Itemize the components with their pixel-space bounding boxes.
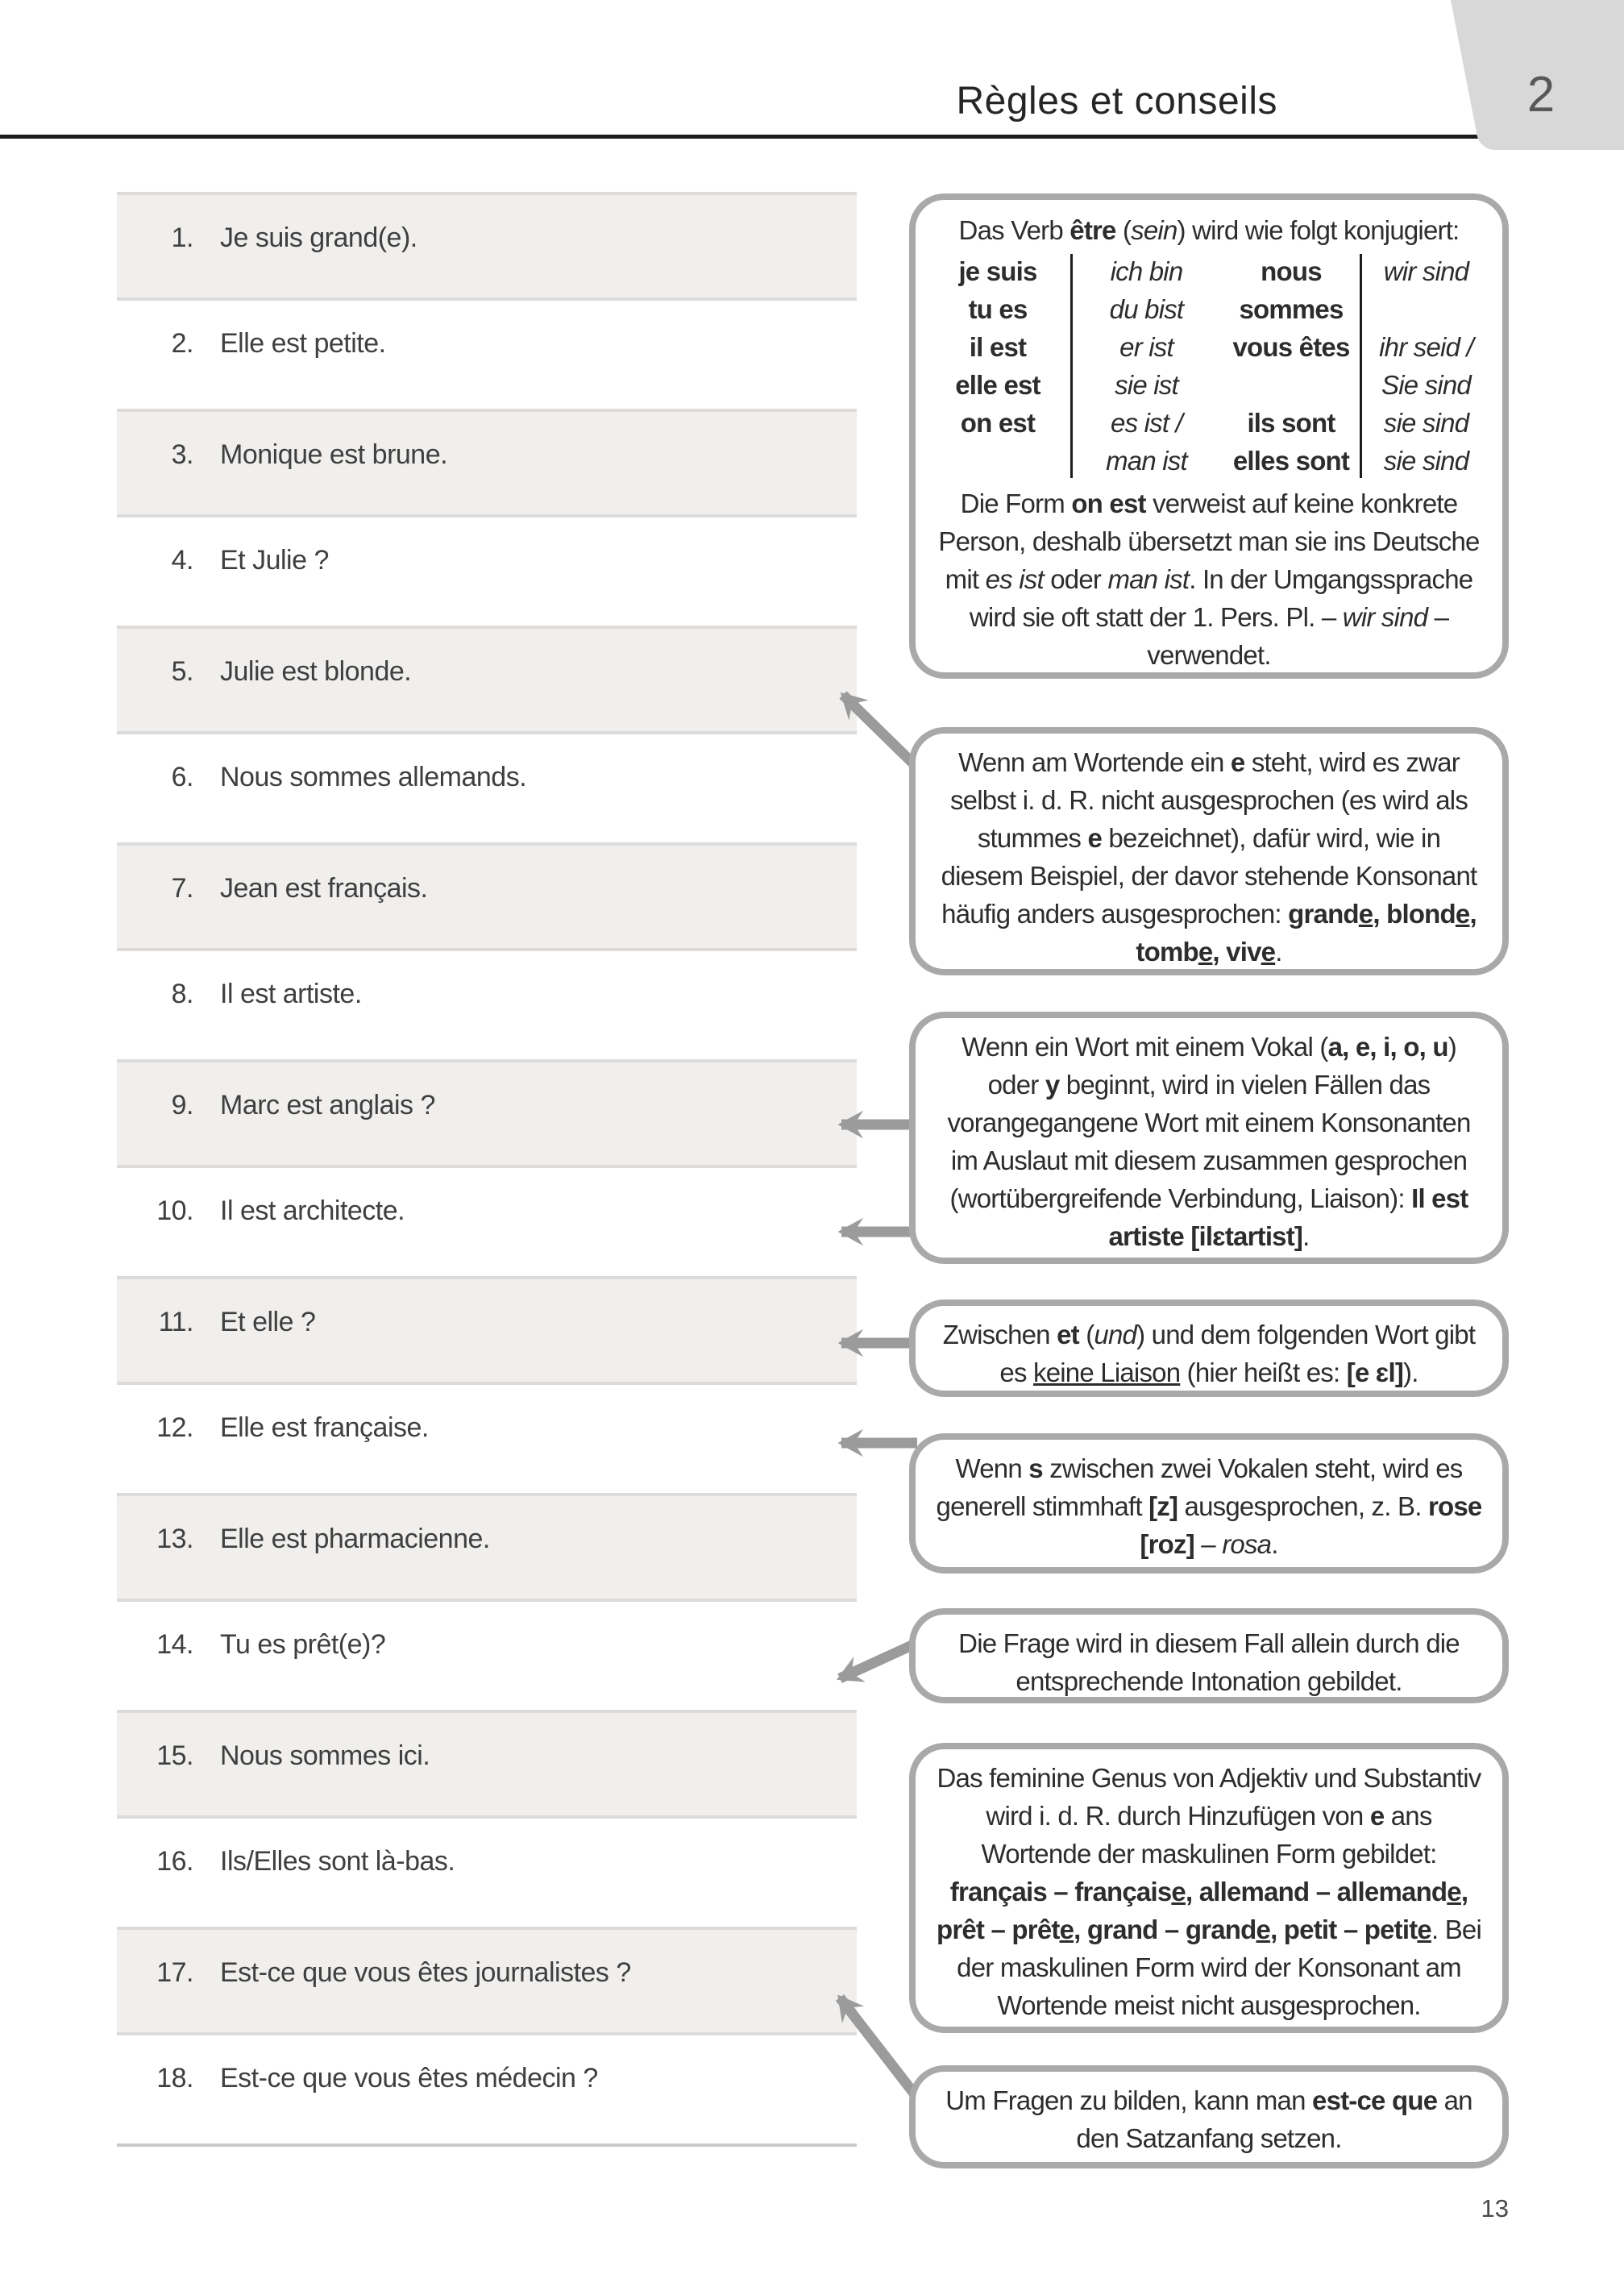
conjugation-cell-de: sie ist	[1115, 370, 1178, 400]
conjugation-cell-fr: sommes	[1239, 294, 1344, 324]
list-item-text: Monique est brune.	[220, 439, 448, 470]
conjugation-row	[925, 290, 1493, 328]
list-item-number: 3.	[171, 439, 193, 470]
conjugation-cell-de: ich bin	[1110, 256, 1183, 286]
callout-box-mute-e: Wenn am Wortende ein e steht, wird es zwar selbst i. d. R. nicht ausgesprochen (es wird als stummes e bezeichnet), dafür wird, wie in diesem Beispiel, der davor stehende Konsonant häufig anders ausgesprochen: grande, blonde, tombe, vive.	[909, 727, 1509, 975]
callout-box-intonation: Die Frage wird in diesem Fall allein durch die entsprechende Intonation gebildet.	[909, 1608, 1509, 1703]
list-item-number: 16.	[156, 1845, 193, 1877]
list-item-number: 8.	[171, 978, 193, 1009]
list-item	[117, 2035, 857, 2144]
list-item-text: Tu es prêt(e)?	[220, 1628, 386, 1660]
list-item-number: 12.	[156, 1412, 193, 1443]
list-item-text: Jean est français.	[220, 873, 428, 904]
exercise-list	[117, 192, 857, 2147]
list-item	[117, 518, 857, 626]
list-item-text: Il est architecte.	[220, 1195, 405, 1226]
list-item-number: 6.	[171, 761, 193, 792]
conjugation-cell-fr: je suis	[958, 256, 1037, 286]
list-item-text: Marc est anglais ?	[220, 1090, 435, 1121]
conjugation-cell-de	[1360, 290, 1493, 328]
list-item	[117, 301, 857, 410]
list-item-text: Et Julie ?	[220, 544, 329, 576]
conjugation-cell-fr: nous	[1261, 256, 1322, 286]
list-item	[117, 1819, 857, 1927]
conjugation-cell-fr	[1223, 366, 1360, 404]
list-item-text: Il est artiste.	[220, 978, 362, 1009]
list-item-number: 5.	[171, 656, 193, 687]
list-item	[117, 1059, 857, 1168]
list-item	[117, 734, 857, 843]
list-item-number: 9.	[171, 1090, 193, 1121]
callout-box-est-ce-que: Um Fragen zu bilden, kann man est-ce que an den Satzanfang setzen.	[909, 2065, 1509, 2168]
conjugation-table	[925, 252, 1493, 480]
list-item	[117, 626, 857, 734]
list-item-text: Elle est française.	[220, 1412, 429, 1443]
list-item-text: Elle est pharmacienne.	[220, 1524, 490, 1554]
list-item-text: Est-ce que vous êtes médecin ?	[220, 2062, 598, 2094]
conjugation-cell-fr: on est	[960, 408, 1036, 438]
list-item-number: 1.	[171, 222, 193, 253]
conjugation-cell-fr	[925, 442, 1070, 480]
conjugation-cell-de: sie sind	[1383, 446, 1469, 476]
conjugation-row	[925, 252, 1493, 290]
conjugation-cell-fr: elles sont	[1232, 446, 1350, 476]
list-item-number: 11.	[158, 1307, 193, 1337]
list-item-text: Nous sommes allemands.	[220, 761, 527, 792]
list-item	[117, 1602, 857, 1711]
list-item	[117, 409, 857, 518]
table-divider	[1070, 254, 1073, 478]
callout-box-conjugation	[909, 193, 1509, 679]
list-item	[117, 951, 857, 1060]
conjugation-cell-de: wir sind	[1383, 256, 1469, 286]
list-item-number: 18.	[156, 2062, 193, 2094]
conjugation-intro: Das Verb être (sein) wird wie folgt konjugiert:	[958, 215, 1460, 245]
list-item	[117, 1927, 857, 2035]
conjugation-cell-de: du bist	[1109, 294, 1184, 324]
conjugation-cell-fr: ils sont	[1247, 408, 1335, 438]
conjugation-row	[925, 366, 1493, 404]
list-item-text: Est-ce que vous êtes journalistes ?	[220, 1957, 631, 1988]
conjugation-cell-de: es ist /	[1111, 408, 1182, 438]
callout-box-voiced-s: Wenn s zwischen zwei Vokalen steht, wird es generell stimmhaft [z] ausgesprochen, z. B. rose [roz] – rosa.	[909, 1433, 1509, 1574]
list-item-text: Ils/Elles sont là-bas.	[220, 1845, 455, 1877]
header-rule	[0, 135, 1480, 139]
chapter-number: 2	[1526, 67, 1555, 123]
conjugation-cell-de: ihr seid /	[1379, 332, 1473, 362]
list-item-text: Julie est blonde.	[220, 656, 412, 687]
list-item	[117, 1385, 857, 1494]
list-item-number: 17.	[156, 1957, 193, 1988]
callout-box-feminine: Das feminine Genus von Adjektiv und Substantiv wird i. d. R. durch Hinzufügen von e ans Wortende der maskulinen Form gebildet: français – française, allemand – allemande, prêt – prête, grand – grande, petit – petite. Bei der maskulinen Form wird der Konsonant am Wortende meist nicht ausgesprochen.	[909, 1743, 1509, 2033]
callout-box-et-no-liaison: Zwischen et (und) und dem folgenden Wort gibt es keine Liaison (hier heißt es: [e ɛl]).	[909, 1299, 1509, 1397]
list-item-number: 2.	[171, 327, 193, 359]
page-number: 13	[1481, 2194, 1509, 2222]
conjugation-cell-fr: vous êtes	[1232, 332, 1350, 362]
conjugation-row	[925, 404, 1493, 442]
list-item-number: 4.	[171, 544, 193, 576]
conjugation-cell-de: er ist	[1119, 332, 1173, 362]
list-item-text: Je suis grand(e).	[220, 222, 417, 253]
conjugation-cell-fr: tu es	[968, 294, 1028, 324]
list-item-number: 10.	[156, 1195, 193, 1226]
conjugation-row	[925, 442, 1493, 480]
list-item-number: 7.	[171, 873, 193, 904]
page-title: Règles et conseils	[956, 80, 1277, 123]
conjugation-note: Die Form on est verweist auf keine konkrete Person, deshalb übersetzt man sie ins Deutsche mit es ist oder man ist. In der Umgangssprache wird sie oft statt der 1. Pers. Pl. – wir sind – verwendet.	[938, 489, 1480, 670]
list-item-text: Nous sommes ici.	[220, 1740, 430, 1771]
list-item-text: Et elle ?	[220, 1307, 316, 1337]
list-item	[117, 1168, 857, 1277]
list-item-number: 14.	[156, 1628, 193, 1660]
conjugation-cell-fr: il est	[969, 332, 1027, 362]
list-item-number: 15.	[156, 1740, 193, 1771]
list-item-number: 13.	[156, 1524, 193, 1554]
list-item	[117, 842, 857, 951]
list-item	[117, 1710, 857, 1819]
conjugation-cell-de: Sie sind	[1381, 370, 1471, 400]
list-item-text: Elle est petite.	[220, 327, 386, 359]
list-item	[117, 1493, 857, 1602]
conjugation-cell-de: man ist	[1106, 446, 1187, 476]
list-item	[117, 192, 857, 301]
table-divider	[1360, 254, 1362, 478]
conjugation-row	[925, 328, 1493, 366]
conjugation-cell-fr: elle est	[955, 370, 1040, 400]
callout-box-liaison: Wenn ein Wort mit einem Vokal (a, e, i, o, u) oder y beginnt, wird in vielen Fällen das vorangegangene Wort mit einem Konsonanten im Auslaut mit diesem zusammen gesprochen (wortübergreifende Verbindung, Liaison): Il est artiste [ilɛtartist].	[909, 1012, 1509, 1264]
conjugation-cell-de: sie sind	[1383, 408, 1469, 438]
list-item	[117, 1276, 857, 1385]
